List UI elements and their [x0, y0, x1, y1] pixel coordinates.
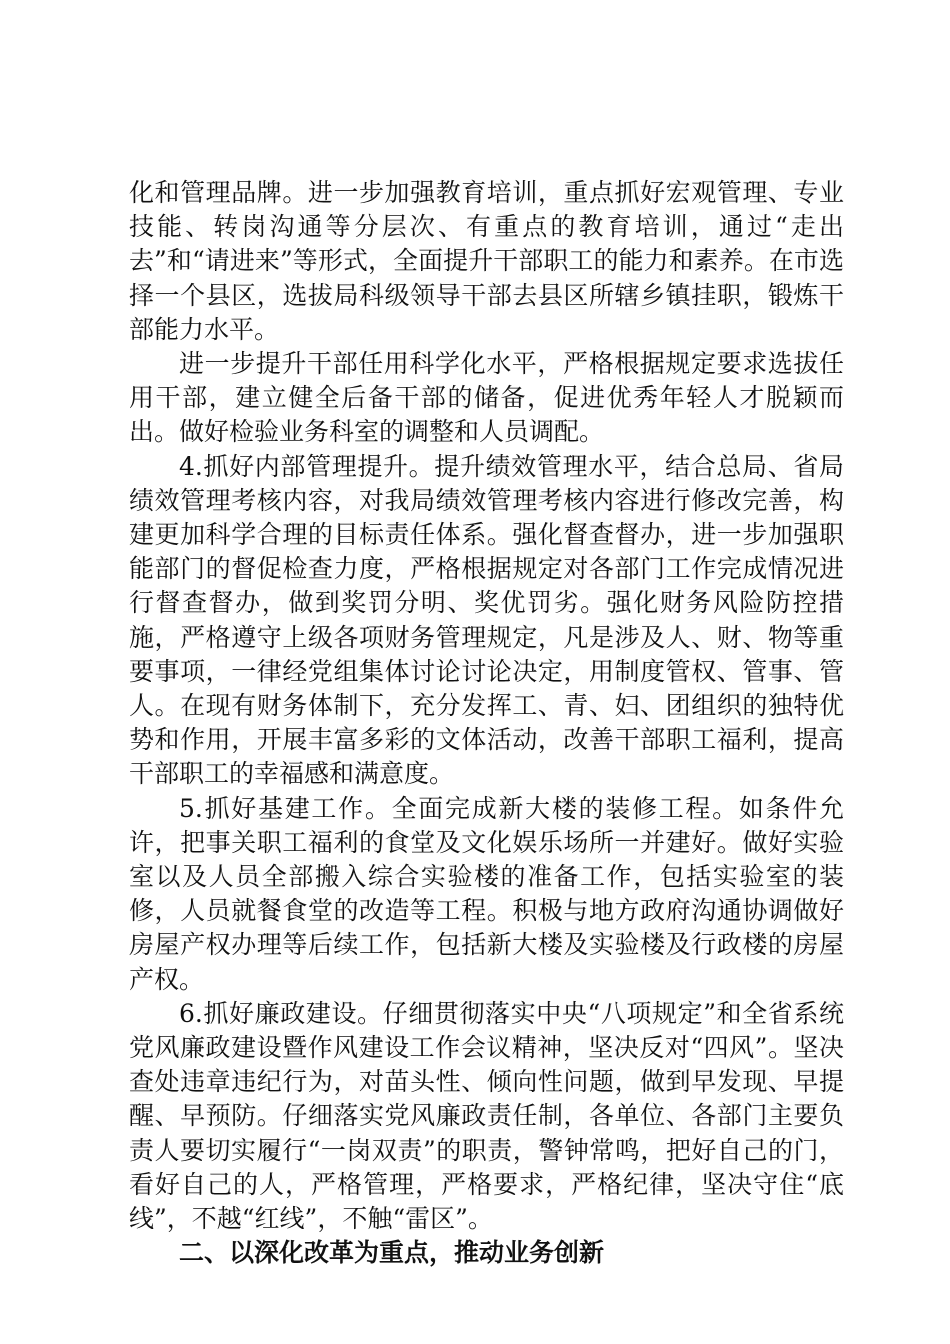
section-heading: 二、以深化改革为重点，推动业务创新 — [179, 1238, 605, 1268]
paragraph-integrity-building: 6.抓好廉政建设。仔细贯彻落实中央“八项规定”和全省系统党风廉政建设暨作风建设工作会议精神，坚决反对“四风”。坚决查处违章违纪行为，对苗头性、倾向性问题，做到早发现、早提醒、早预防。仔细落实党风廉政责任制，各单位、各部门主要负责人要切实履行“一岗双责”的职责，警钟常鸣，把好自己的门，看好自己的人，严格管理，严格要求，严格纪律，坚决守住“底线”，不越“红线”，不触“雷区”。 — [129, 998, 844, 1234]
paragraph-continuation: 化和管理品牌。进一步加强教育培训，重点抓好宏观管理、专业技能、转岗沟通等分层次、有重点的教育培训，通过“走出去”和“请进来”等形式，全面提升干部职工的能力和素养。在市选择一个县区，选拔局科级领导干部去县区所辖乡镇挂职，锻炼干部能力水平。 — [129, 178, 844, 344]
paragraph-infrastructure: 5.抓好基建工作。全面完成新大楼的装修工程。如条件允许，把事关职工福利的食堂及文化娱乐场所一并建好。做好实验室以及人员全部搬入综合实验楼的准备工作，包括实验室的装修，人员就餐食堂的改造等工程。积极与地方政府沟通协调做好房屋产权办理等后续工作，包括新大楼及实验楼及行政楼的房屋产权。 — [129, 793, 844, 994]
document-body — [129, 176, 844, 1271]
paragraph-cadre-appointment: 进一步提升干部任用科学化水平，严格根据规定要求选拔任用干部，建立健全后备干部的储备，促进优秀年轻人才脱颖而出。做好检验业务科室的调整和人员调配。 — [129, 349, 844, 447]
paragraph-internal-management: 4.抓好内部管理提升。提升绩效管理水平，结合总局、省局绩效管理考核内容，对我局绩效管理考核内容进行修改完善，构建更加科学合理的目标责任体系。强化督查督办，进一步加强职能部门的督促检查力度，严格根据规定对各部门工作完成情况进行督查督办，做到奖罚分明、奖优罚劣。强化财务风险防控措施，严格遵守上级各项财务管理规定，凡是涉及人、财、物等重要事项，一律经党组集体讨论讨论决定，用制度管权、管事、管人。在现有财务体制下，充分发挥工、青、妇、团组织的独特优势和作用，开展丰富多彩的文体活动，改善干部职工福利，提高干部职工的幸福感和满意度。 — [129, 451, 844, 789]
